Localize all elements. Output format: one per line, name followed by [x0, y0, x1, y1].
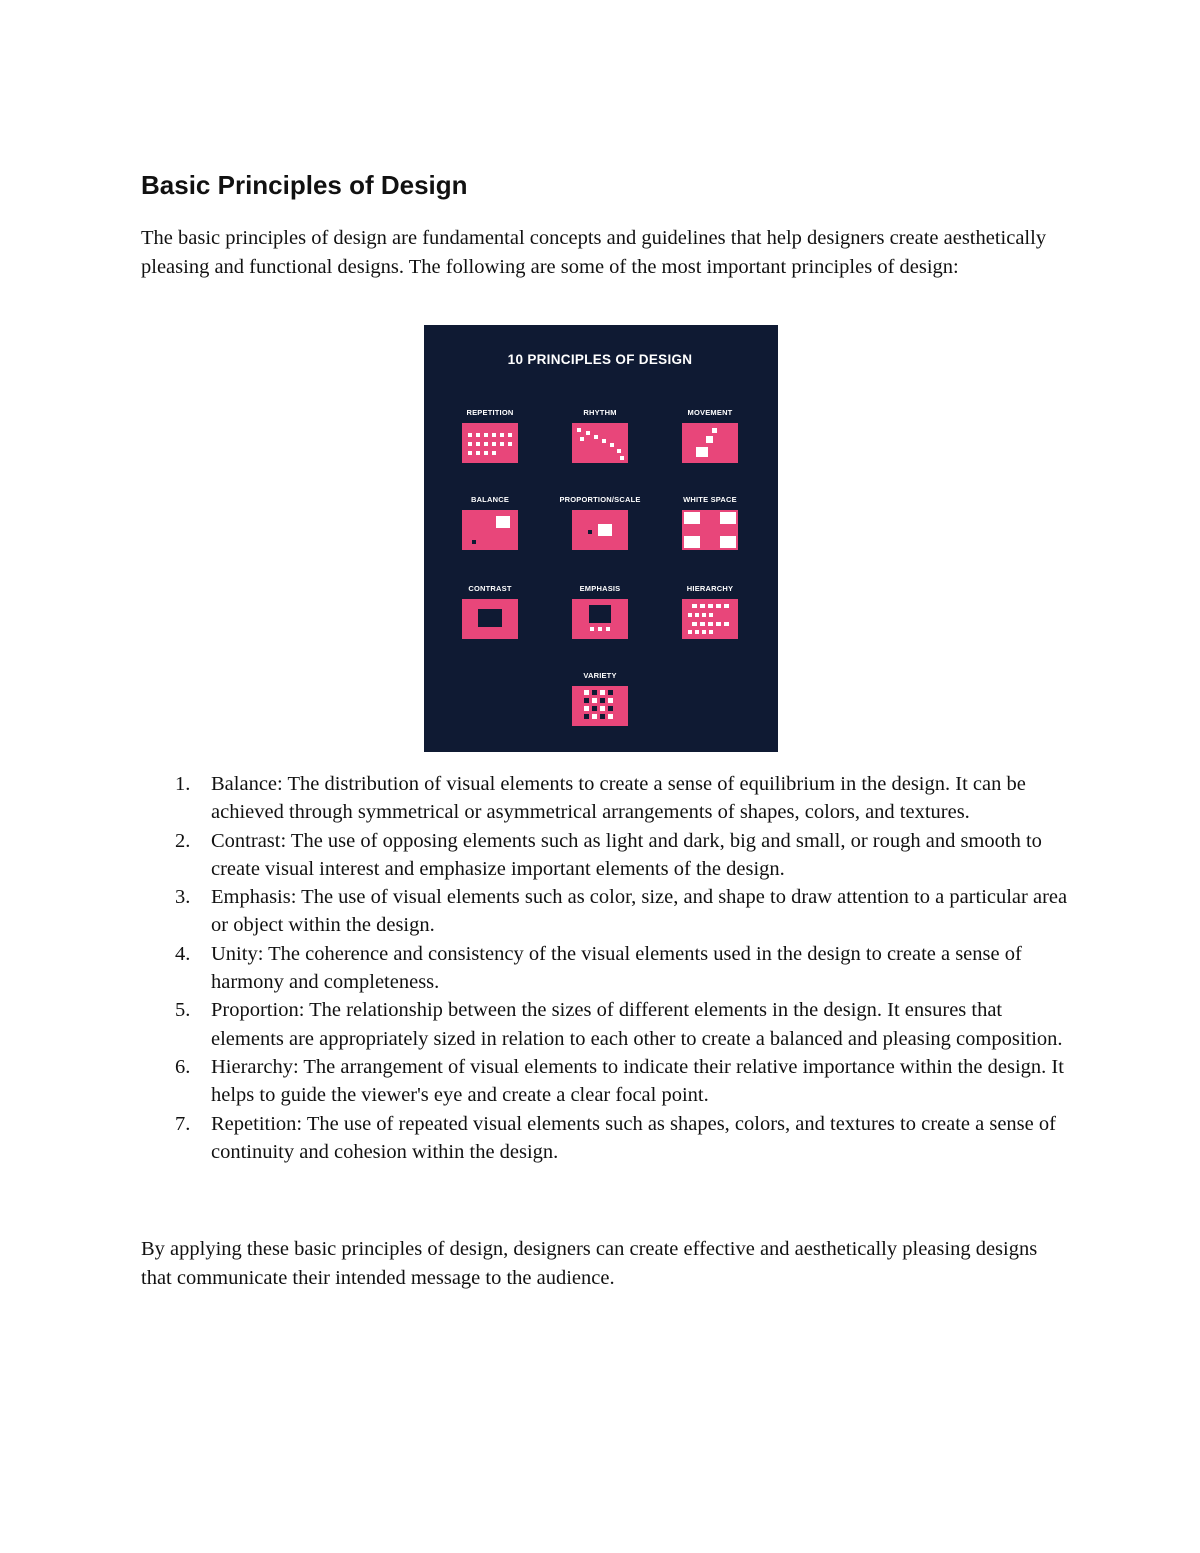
- list-number: 3.: [175, 886, 191, 909]
- tile-label-hierarchy: HIERARCHY: [686, 584, 734, 593]
- list-item: [175, 996, 1071, 1053]
- tile-contrast: [462, 599, 518, 639]
- intro-paragraph: The basic principles of design are fundamental concepts and guidelines that help designers create aesthetically pleasing and functional designs. The following are some of the most important principles of design:: [141, 227, 1047, 278]
- list-item: [175, 827, 1071, 884]
- tile-label-repetition: REPETITION: [466, 408, 514, 417]
- tile-repetition: [462, 423, 518, 463]
- closing-paragraph: By applying these basic principles of design, designers can create effective and aesthetically pleasing designs that communicate their intended message to the audience.: [141, 1238, 1038, 1289]
- infographic-title: 10 PRINCIPLES OF DESIGN: [507, 352, 693, 367]
- tile-hierarchy: [682, 599, 738, 639]
- tile-label-contrast: CONTRAST: [468, 584, 512, 593]
- list-number: 2.: [175, 829, 191, 852]
- tile-label-emphasis: EMPHASIS: [579, 584, 621, 593]
- tile-movement: [682, 423, 738, 463]
- list-text: Contrast: The use of opposing elements such as light and dark, big and small, or rough and smooth to create visual interest and emphasize important elements of the design.: [211, 829, 1042, 880]
- list-item: [175, 940, 1071, 997]
- list-text: Balance: The distribution of visual elements to create a sense of equilibrium in the design. It can be achieved through symmetrical or asymmetrical arrangements of shapes, colors, and textures.: [211, 773, 1026, 824]
- tile-label-movement: MOVEMENT: [687, 408, 733, 417]
- list-text: Repetition: The use of repeated visual elements such as shapes, colors, and textures to create a sense of continuity and cohesion within the design.: [211, 1112, 1056, 1163]
- list-number: 7.: [175, 1112, 191, 1135]
- tile-balance: [462, 510, 518, 550]
- tile-rhythm: [572, 423, 628, 463]
- tile-label-proportion-scale: PROPORTION/SCALE: [559, 495, 641, 504]
- list-item: [175, 1110, 1071, 1167]
- list-text: Hierarchy: The arrangement of visual elements to indicate their relative importance within the design. It helps to guide the viewer's eye and create a clear focal point.: [211, 1055, 1064, 1107]
- tile-label-rhythm: RHYTHM: [583, 408, 617, 417]
- tile-label-variety: VARIETY: [583, 671, 617, 680]
- list-number: 4.: [175, 942, 191, 965]
- list-text: Proportion: The relationship between the sizes of different elements in the design. It ensures that elements are appropriately sized in relation to each other to create a balanced and pleasing composition.: [211, 999, 1063, 1050]
- list-number: 6.: [175, 1055, 191, 1078]
- list-number: 5.: [175, 999, 191, 1022]
- tile-variety: [572, 686, 628, 726]
- list-text: Unity: The coherence and consistency of the visual elements used in the design to create a sense of harmony and completeness.: [211, 942, 1022, 994]
- principles-list: [175, 770, 1071, 1166]
- tile-proportion-scale: [572, 510, 628, 550]
- tile-label-balance: BALANCE: [470, 495, 510, 504]
- list-item: [175, 770, 1071, 827]
- tile-white-space: [682, 510, 738, 550]
- list-item: [175, 1053, 1071, 1110]
- list-item: [175, 883, 1071, 940]
- tile-emphasis: [572, 599, 628, 639]
- tile-label-white-space: WHITE SPACE: [683, 495, 737, 504]
- page-title: Basic Principles of Design: [141, 170, 468, 200]
- list-number: 1.: [175, 773, 191, 795]
- list-text: Emphasis: The use of visual elements such as color, size, and shape to draw attention to a particular area or object within the design.: [211, 886, 1068, 937]
